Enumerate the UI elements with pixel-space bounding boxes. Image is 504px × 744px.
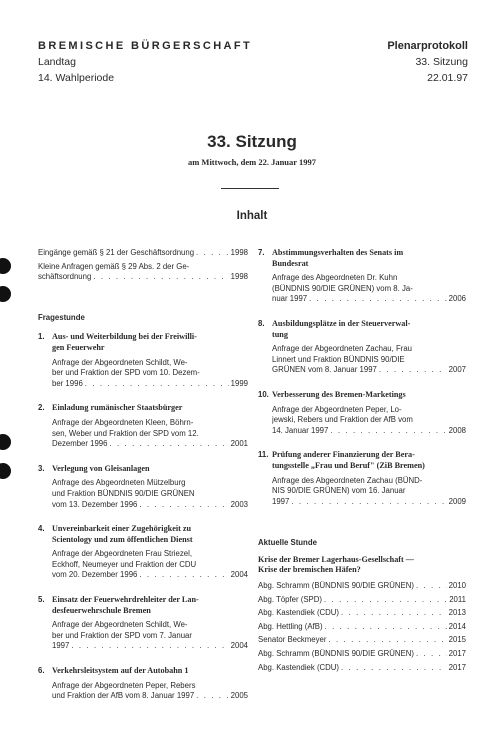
item-number: 1. bbox=[38, 332, 45, 342]
item-text-line: Eckhoff, Neumeyer und Fraktion der CDU bbox=[52, 559, 197, 569]
page-title: 33. Sitzung bbox=[207, 132, 297, 151]
speaker-leader bbox=[325, 621, 447, 633]
speaker-entry bbox=[258, 607, 466, 619]
toc-item bbox=[258, 248, 466, 305]
speaker-name: Abg. Kastendiek (CDU) bbox=[258, 662, 340, 672]
toc-item bbox=[38, 524, 248, 581]
section-aktuelle-stunde: Aktuelle Stunde bbox=[258, 538, 317, 548]
header-right bbox=[387, 38, 468, 86]
item-last-line bbox=[52, 439, 248, 450]
item-number: 11. bbox=[258, 450, 269, 460]
toc-heading: Inhalt bbox=[236, 210, 268, 222]
item-title: gen Feuerwehr bbox=[52, 342, 105, 352]
toc-item bbox=[38, 666, 248, 702]
toc-item bbox=[38, 403, 248, 449]
toc-item bbox=[38, 464, 248, 510]
item-last-line-text: vom 20. Dezember 1996 bbox=[52, 570, 138, 580]
item-text-line: Anfrage der Abgeordneten Peper, Rebers bbox=[52, 680, 196, 690]
item-title: Verbesserung des Bremen-Marketings bbox=[272, 389, 406, 399]
item-text-line: (BÜNDNIS 90/DIE GRÜNEN) vom 8. Ja- bbox=[272, 283, 413, 293]
item-last-line bbox=[272, 365, 466, 376]
item-last-line-text: vom 13. Dezember 1996 bbox=[52, 499, 138, 509]
item-body bbox=[52, 464, 248, 510]
speaker-name: Abg. Kastendiek (CDU) bbox=[258, 608, 340, 618]
item-title: tung bbox=[272, 329, 288, 339]
intro-last-line-leader bbox=[196, 248, 229, 259]
toc-right-column bbox=[258, 248, 466, 674]
item-body bbox=[272, 319, 466, 376]
item-number: 7. bbox=[258, 248, 265, 257]
item-last-line-page: 2008 bbox=[448, 425, 466, 435]
item-body bbox=[52, 332, 248, 389]
item-text-line: Anfrage der Abgeordneten Peper, Lo- bbox=[272, 404, 402, 414]
item-last-line-page: 2004 bbox=[230, 641, 248, 651]
speaker-leader bbox=[328, 634, 446, 646]
item-text-line: Anfrage der Abgeordneten Schildt, We- bbox=[52, 357, 188, 367]
debate-title: Krise der Bremer Lagerhaus-Gesellschaft — bbox=[258, 554, 414, 564]
speaker-page: 2014 bbox=[448, 621, 466, 631]
item-last-line-page: 2009 bbox=[448, 496, 466, 506]
item-text-line: Anfrage der Abgeordneten Frau Striezel, bbox=[52, 549, 192, 559]
item-last-line-page: 2006 bbox=[448, 294, 466, 304]
debate-title: Krise der bremischen Häfen? bbox=[258, 565, 361, 575]
item-body bbox=[52, 595, 248, 652]
speaker-leader bbox=[341, 607, 447, 619]
item-title: Verlegung von Gleisanlagen bbox=[52, 463, 150, 473]
item-body bbox=[52, 666, 248, 702]
item-last-line bbox=[272, 497, 466, 508]
speaker-name: Abg. Schramm (BÜNDNIS 90/DIE GRÜNEN) bbox=[258, 581, 414, 591]
intro-last-line-text: schäftsordnung bbox=[38, 272, 92, 282]
item-last-line-page: 2001 bbox=[230, 439, 248, 449]
item-title: Abstimmungsverhalten des Senats im bbox=[272, 248, 404, 257]
item-number: 3. bbox=[38, 463, 45, 473]
protocol-label: Plenarprotokoll bbox=[387, 40, 468, 52]
toc-item bbox=[38, 595, 248, 652]
item-body bbox=[272, 390, 466, 436]
speaker-entry bbox=[258, 580, 466, 592]
item-text-line: Anfrage der Abgeordneten Kleen, Böhrn- bbox=[52, 417, 194, 427]
speaker-leader bbox=[416, 580, 447, 592]
item-last-line-page: 2003 bbox=[230, 499, 248, 509]
item-body bbox=[272, 450, 466, 507]
item-title: Aus- und Weiterbildung bei der Freiwilli- bbox=[52, 332, 197, 342]
intro-last-line-text: Eingänge gemäß § 21 der Geschäftsordnung bbox=[38, 248, 195, 257]
item-body bbox=[52, 524, 248, 581]
item-last-line bbox=[52, 691, 248, 702]
item-title: Prüfung anderer Finanzierung der Bera- bbox=[272, 450, 415, 460]
item-title: Verkehrsleitsystem auf der Autobahn 1 bbox=[52, 666, 189, 676]
toc-item bbox=[38, 332, 248, 389]
item-text-line: Anfrage des Abgeordneten Dr. Kuhn bbox=[272, 273, 398, 283]
item-last-line-text: nuar 1997 bbox=[272, 294, 308, 304]
speaker-entry bbox=[258, 648, 466, 660]
item-last-line-text: 1997 bbox=[52, 641, 70, 651]
speaker-name: Abg. Hettling (AfB) bbox=[258, 621, 323, 631]
item-text-line: sen, Weber und Fraktion der SPD vom 12. bbox=[52, 428, 199, 438]
toc-left-column bbox=[38, 248, 248, 702]
punch-hole-3 bbox=[0, 434, 11, 450]
item-last-line-leader bbox=[139, 500, 228, 511]
toc-item bbox=[258, 450, 466, 507]
intro-last-line-page: 1998 bbox=[230, 248, 248, 257]
punch-hole-2 bbox=[0, 286, 11, 302]
item-title: desfeuerwehrschule Bremen bbox=[52, 605, 151, 615]
item-title: Bundesrat bbox=[272, 258, 309, 268]
item-last-line-text: 1997 bbox=[272, 496, 290, 506]
intro-last-line bbox=[38, 272, 248, 283]
item-number: 10. bbox=[258, 389, 269, 399]
speaker-entry bbox=[258, 621, 466, 633]
item-text-line: Linnert und Fraktion BÜNDNIS 90/DIE bbox=[272, 354, 405, 364]
item-last-line-leader bbox=[196, 691, 228, 702]
speaker-page: 2017 bbox=[448, 649, 466, 659]
item-body bbox=[272, 248, 466, 305]
item-text-line: Anfrage der Abgeordneten Zachau, Frau bbox=[272, 344, 413, 354]
speaker-page: 2013 bbox=[448, 608, 466, 618]
speaker-leader bbox=[341, 662, 447, 674]
item-last-line bbox=[272, 426, 466, 437]
item-title: Ausbildungsplätze in der Steuerverwal- bbox=[272, 318, 411, 328]
speaker-entry bbox=[258, 594, 466, 606]
item-last-line-leader bbox=[85, 379, 229, 390]
debate-title-block bbox=[258, 555, 466, 576]
item-last-line-leader bbox=[330, 426, 446, 437]
item-last-line-page: 2005 bbox=[230, 691, 248, 701]
punch-hole-1 bbox=[0, 258, 11, 274]
item-last-line-text: Dezember 1996 bbox=[52, 439, 108, 449]
item-title: Einladung rumänischer Staatsbürger bbox=[52, 403, 183, 413]
item-last-line-text: und Fraktion der AfB vom 8. Januar 1997 bbox=[52, 691, 195, 701]
parliament-name: BREMISCHE BÜRGERSCHAFT bbox=[38, 40, 253, 52]
period-label: 14. Wahlperiode bbox=[38, 72, 115, 84]
item-last-line-leader bbox=[309, 294, 447, 305]
item-body bbox=[52, 403, 248, 449]
speaker-name: Abg. Töpfer (SPD) bbox=[258, 594, 322, 604]
item-text-line: und Fraktion BÜNDNIS 90/DIE GRÜNEN bbox=[52, 488, 195, 498]
item-last-line-text: GRÜNEN vom 8. Januar 1997 bbox=[272, 365, 377, 375]
speaker-page: 2010 bbox=[448, 581, 466, 591]
divider bbox=[221, 188, 279, 189]
item-last-line-leader bbox=[291, 497, 446, 508]
speaker-name: Senator Beckmeyer bbox=[258, 635, 327, 645]
item-last-line bbox=[52, 570, 248, 581]
item-last-line-leader bbox=[139, 570, 228, 581]
item-last-line-page: 2004 bbox=[230, 570, 248, 580]
intro-last-line bbox=[38, 248, 248, 259]
item-number: 4. bbox=[38, 524, 45, 534]
header-left bbox=[38, 38, 252, 86]
item-text-line: NIS 90/DIE GRÜNEN) vom 16. Januar bbox=[272, 486, 406, 496]
item-last-line-page: 2007 bbox=[448, 365, 466, 375]
item-text-line: ber und Fraktion der SPD vom 7. Januar bbox=[52, 630, 192, 640]
page-subtitle: am Mittwoch, dem 22. Januar 1997 bbox=[187, 157, 317, 167]
speaker-entry bbox=[258, 662, 466, 674]
date-label: 22.01.97 bbox=[427, 72, 468, 84]
item-last-line-text: 14. Januar 1997 bbox=[272, 425, 329, 435]
item-last-line bbox=[52, 641, 248, 652]
item-last-line-page: 1999 bbox=[230, 378, 248, 388]
item-title: Unvereinbarkeit einer Zugehörigkeit zu bbox=[52, 524, 192, 534]
speaker-leader bbox=[416, 648, 447, 660]
item-last-line bbox=[52, 500, 248, 511]
item-number: 5. bbox=[38, 595, 45, 605]
punch-hole-4 bbox=[0, 463, 11, 479]
toc-item bbox=[258, 390, 466, 436]
item-text-line: Anfrage des Abgeordneten Zachau (BÜND- bbox=[272, 475, 423, 485]
intro-last-line-leader bbox=[93, 272, 228, 283]
item-last-line-text: ber 1996 bbox=[52, 378, 83, 388]
speaker-entry bbox=[258, 634, 466, 646]
item-text-line: jewski, Rebers und Fraktion der AfB vom bbox=[272, 415, 413, 425]
item-title: Einsatz der Feuerwehrdrehleiter der Lan- bbox=[52, 595, 199, 605]
item-last-line bbox=[272, 294, 466, 305]
item-number: 8. bbox=[258, 318, 265, 328]
item-last-line-leader bbox=[109, 439, 228, 450]
speaker-page: 2011 bbox=[449, 594, 466, 604]
item-number: 2. bbox=[38, 403, 45, 413]
item-text-line: ber und Fraktion der SPD vom 10. Dezem- bbox=[52, 368, 200, 378]
item-number: 6. bbox=[38, 666, 45, 676]
speaker-page: 2015 bbox=[448, 635, 466, 645]
intro-last-line-page: 1998 bbox=[230, 272, 248, 282]
item-text-line: Anfrage der Abgeordneten Schildt, We- bbox=[52, 620, 188, 630]
item-text-line: Anfrage des Abgeordneten Mützelburg bbox=[52, 478, 186, 488]
toc-item bbox=[258, 319, 466, 376]
speaker-name: Abg. Schramm (BÜNDNIS 90/DIE GRÜNEN) bbox=[258, 649, 414, 659]
item-last-line-leader bbox=[379, 365, 447, 376]
item-title: tungsstelle „Frau und Beruf" (ZiB Bremen) bbox=[272, 460, 425, 470]
section-fragestunde: Fragestunde bbox=[38, 312, 85, 322]
intro-entry bbox=[38, 248, 248, 259]
intro-entry bbox=[38, 262, 248, 283]
intro-line: Kleine Anfragen gemäß § 29 Abs. 2 der Ge- bbox=[38, 261, 190, 271]
item-title: Scientology und zum öffentlichen Dienst bbox=[52, 534, 193, 544]
item-last-line bbox=[52, 379, 248, 390]
session-label: 33. Sitzung bbox=[415, 56, 468, 68]
speaker-page: 2017 bbox=[448, 662, 466, 672]
landtag-label: Landtag bbox=[38, 56, 76, 68]
item-last-line-leader bbox=[71, 641, 228, 652]
speaker-leader bbox=[324, 594, 447, 606]
